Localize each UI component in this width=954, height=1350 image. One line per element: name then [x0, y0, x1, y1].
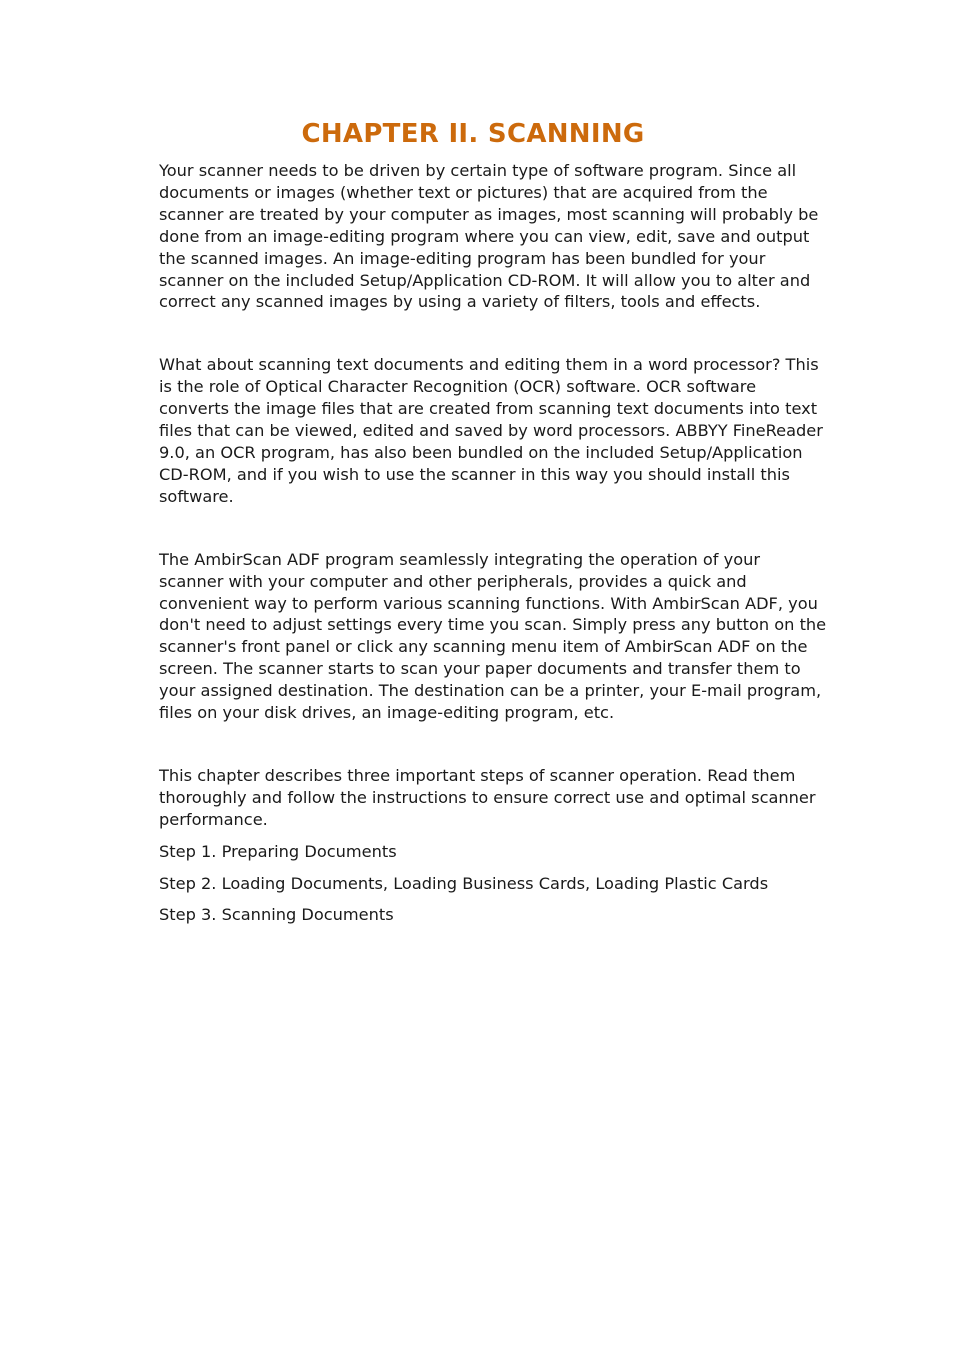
paragraph-spacer — [159, 313, 829, 354]
paragraph-spacer — [159, 724, 829, 765]
paragraph-spacer — [159, 894, 829, 904]
step-item-1: Step 1. Preparing Documents — [159, 841, 397, 861]
paragraph-ocr: What about scanning text documents and editing them in a word processor? This is the role of Optical Character Recognition (OCR) software. OCR software converts the image files that are created from scanning text documents into text files that can be viewed, edited and saved by word processors. ABBYY FineReader 9.0, an OCR program, has also been bundled on the included Setup/Application CD-ROM, and if you wish to use the scanner in this way you should install this software. — [159, 355, 823, 506]
paragraph-software-intro: Your scanner needs to be driven by certain type of software program. Since all documents or images (whether text or pictures) that are acquired from the scanner are treated by your computer as images, most scanning will probably be done from an image-editing program where you can view, edit, save and output the scanned images. An image-editing program has been bundled for your scanner on the included Setup/Application CD-ROM. It will allow you to alter and correct any scanned images by using a variety of filters, tools and effects. — [159, 161, 819, 312]
step-item-3: Step 3. Scanning Documents — [159, 905, 394, 925]
paragraph-spacer — [159, 508, 829, 549]
chapter-title: CHAPTER II. SCANNING — [301, 119, 645, 149]
paragraph-ambirscan: The AmbirScan ADF program seamlessly integrating the operation of your scanner with your computer and other peripherals, provides a quick and convenient way to perform various scanning functions. With AmbirScan ADF, you don't need to adjust settings every time you scan. Simply press any button on the scanner's front panel or click any scanning menu item of AmbirScan ADF on the screen. The scanner starts to scan your paper documents and transfer them to your assigned destination. The destination can be a printer, your E-mail program, files on your disk drives, an image-editing program, etc. — [159, 549, 827, 723]
step-item-2: Step 2. Loading Documents, Loading Business Cards, Loading Plastic Cards — [159, 873, 769, 893]
paragraph-spacer — [159, 831, 829, 841]
paragraph-steps-intro: This chapter describes three important steps of scanner operation. Read them thoroughly and follow the instructions to ensure correct use and optimal scanner performance. — [159, 765, 816, 829]
chapter-body — [159, 160, 829, 926]
paragraph-spacer — [159, 863, 829, 873]
